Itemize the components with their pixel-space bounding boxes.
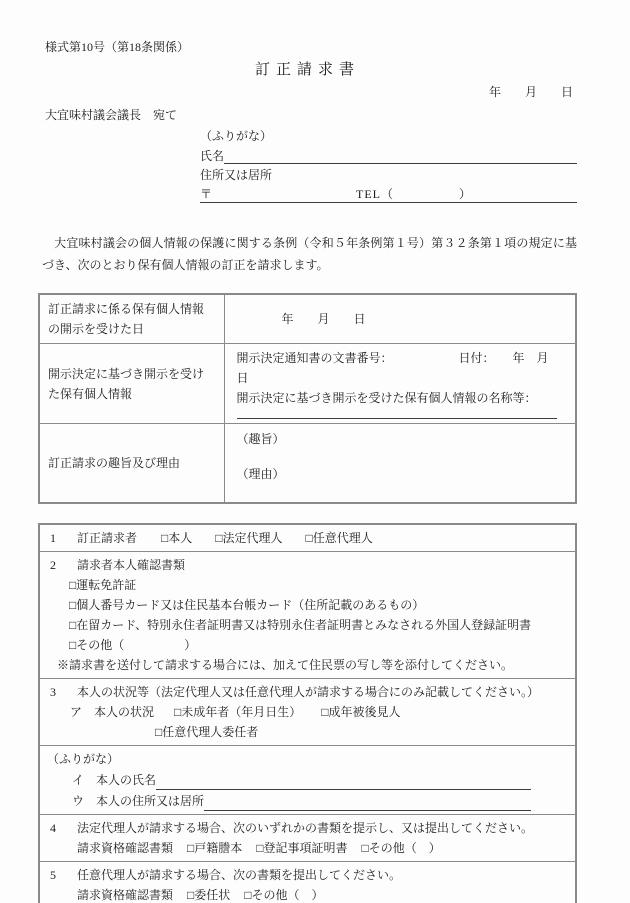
name-field-label: 氏名 [200,149,225,163]
table-row [39,746,576,815]
request-details-table [38,293,577,504]
table-row [39,294,576,344]
checkbox-power-of-attorney: □委任状 [187,888,231,902]
name-underline [224,163,577,164]
intro-paragraph: 大宜味村議会の個人情報の保護に関する条例（令和５年条例第１号）第３２条第１項の規定に基づき、次のとおり保有個人情報の訂正を請求します。 [42,236,577,272]
principal-address-label: ウ 本人の住所又は居所 [72,794,205,808]
checkbox-other-voluntary-doc: □その他（ ） [244,888,324,902]
item-number: 4 [50,821,56,835]
postal-tel-field [200,184,577,203]
postal-mark: 〒 [200,187,213,201]
item-number: 1 [50,531,56,545]
info-name-line: 開示決定に基づき開示を受けた保有個人情報の名称等： [236,391,537,405]
mailing-note: ※請求書を送付して請求する場合には、加えて住民票の写し等を添付してください。 [57,658,514,672]
principal-address-field [72,790,565,811]
requester-info-table [38,523,577,903]
checkbox-residence-card: □在留カード、特別永住者証明書又は特別永住者証明書とみなされる外国人登録証明書 [69,618,532,632]
item5-title: 任意代理人が請求する場合、次の書類を提出してください。 [77,868,402,882]
name-field [200,144,577,164]
reason-label: （理由） [236,467,285,481]
checkbox-voluntary-agent: □任意代理人 [305,531,373,545]
purport-label: （趣旨） [236,432,285,446]
item3-title: 本人の状況等（法定代理人又は任意代理人が請求する場合にのみ記載してください。） [77,685,540,699]
table-row [39,524,576,552]
docs-label: 請求資格確認書類 [77,841,174,855]
disclosure-date-cell [224,294,576,344]
item5-voluntary-agent-cell [39,862,576,903]
addressee: 大宜味村議会議長 宛て [45,108,178,122]
table-row [39,424,576,504]
doc-number-line: 開示決定通知書の文書番号： 日付： 年 月 日 [236,351,561,385]
checkbox-mynumber-card: □個人番号カード又は住民基本台帳カード（住所記載のあるもの） [69,598,425,612]
furigana-label: （ふりがな） [200,129,273,143]
applicant-block [200,129,577,203]
checkbox-other-legal-doc: □その他（ ） [361,841,441,855]
checkbox-drivers-license: □運転免許証 [69,578,137,592]
disclosed-info-cell [224,344,576,424]
table-row [39,552,576,679]
page-title: 訂正請求書 [254,62,360,78]
tel-label: TEL（ ） [356,187,472,201]
checkbox-other-doc: □その他（ ） [69,638,197,652]
status-label: ア 本人の状況 [70,705,155,719]
purport-reason-label: 訂正請求の趣旨及び理由 [39,424,224,504]
item2-title: 請求者本人確認書類 [77,558,186,572]
date-placeholder: 年 月 日 [488,85,573,99]
item4-title: 法定代理人が請求する場合、次のいずれかの書類を提示し、又は提出してください。 [77,821,534,835]
table-row [39,815,576,862]
disclosure-date-label: 訂正請求に係る保有個人情報の開示を受けた日 [39,294,224,344]
item1-title: 訂正請求者 [77,531,138,545]
principal-name-address-cell [39,746,576,815]
checkbox-legal-agent: □法定代理人 [215,531,283,545]
item2-identity-docs-cell [39,552,576,679]
address-field-label: 住所又は居所 [200,168,273,182]
disclosure-date-placeholder: 年 月 日 [281,312,366,326]
furigana-label: （ふりがな） [47,752,120,766]
info-name-underline [237,408,557,419]
checkbox-adult-ward: □成年被後見人 [321,705,401,719]
checkbox-voluntary-delegator: □任意代理人委任者 [155,725,259,739]
item-number: 3 [50,685,56,699]
principal-address-underline [204,810,531,811]
principal-name-label: イ 本人の氏名 [72,773,157,787]
checkbox-minor: □未成年者（年月日生） [174,705,302,719]
table-row [39,344,576,424]
checkbox-self: □本人 [161,531,193,545]
checkbox-family-register: □戸籍謄本 [187,841,243,855]
purport-reason-cell [224,424,576,504]
principal-name-field [72,769,565,790]
form-number: 様式第10号（第18条関係） [45,40,190,54]
item-number: 5 [50,868,56,882]
principal-name-underline [156,789,531,790]
checkbox-registry-certificate: □登記事項証明書 [256,841,348,855]
table-row [39,679,576,746]
item1-requester-cell [39,524,576,552]
item3-principal-status-cell [39,679,576,746]
table-row [39,862,576,903]
disclosed-info-label: 開示決定に基づき開示を受けた保有個人情報 [39,344,224,424]
docs-label: 請求資格確認書類 [77,888,174,902]
item-number: 2 [50,558,56,572]
item4-legal-agent-cell [39,815,576,862]
